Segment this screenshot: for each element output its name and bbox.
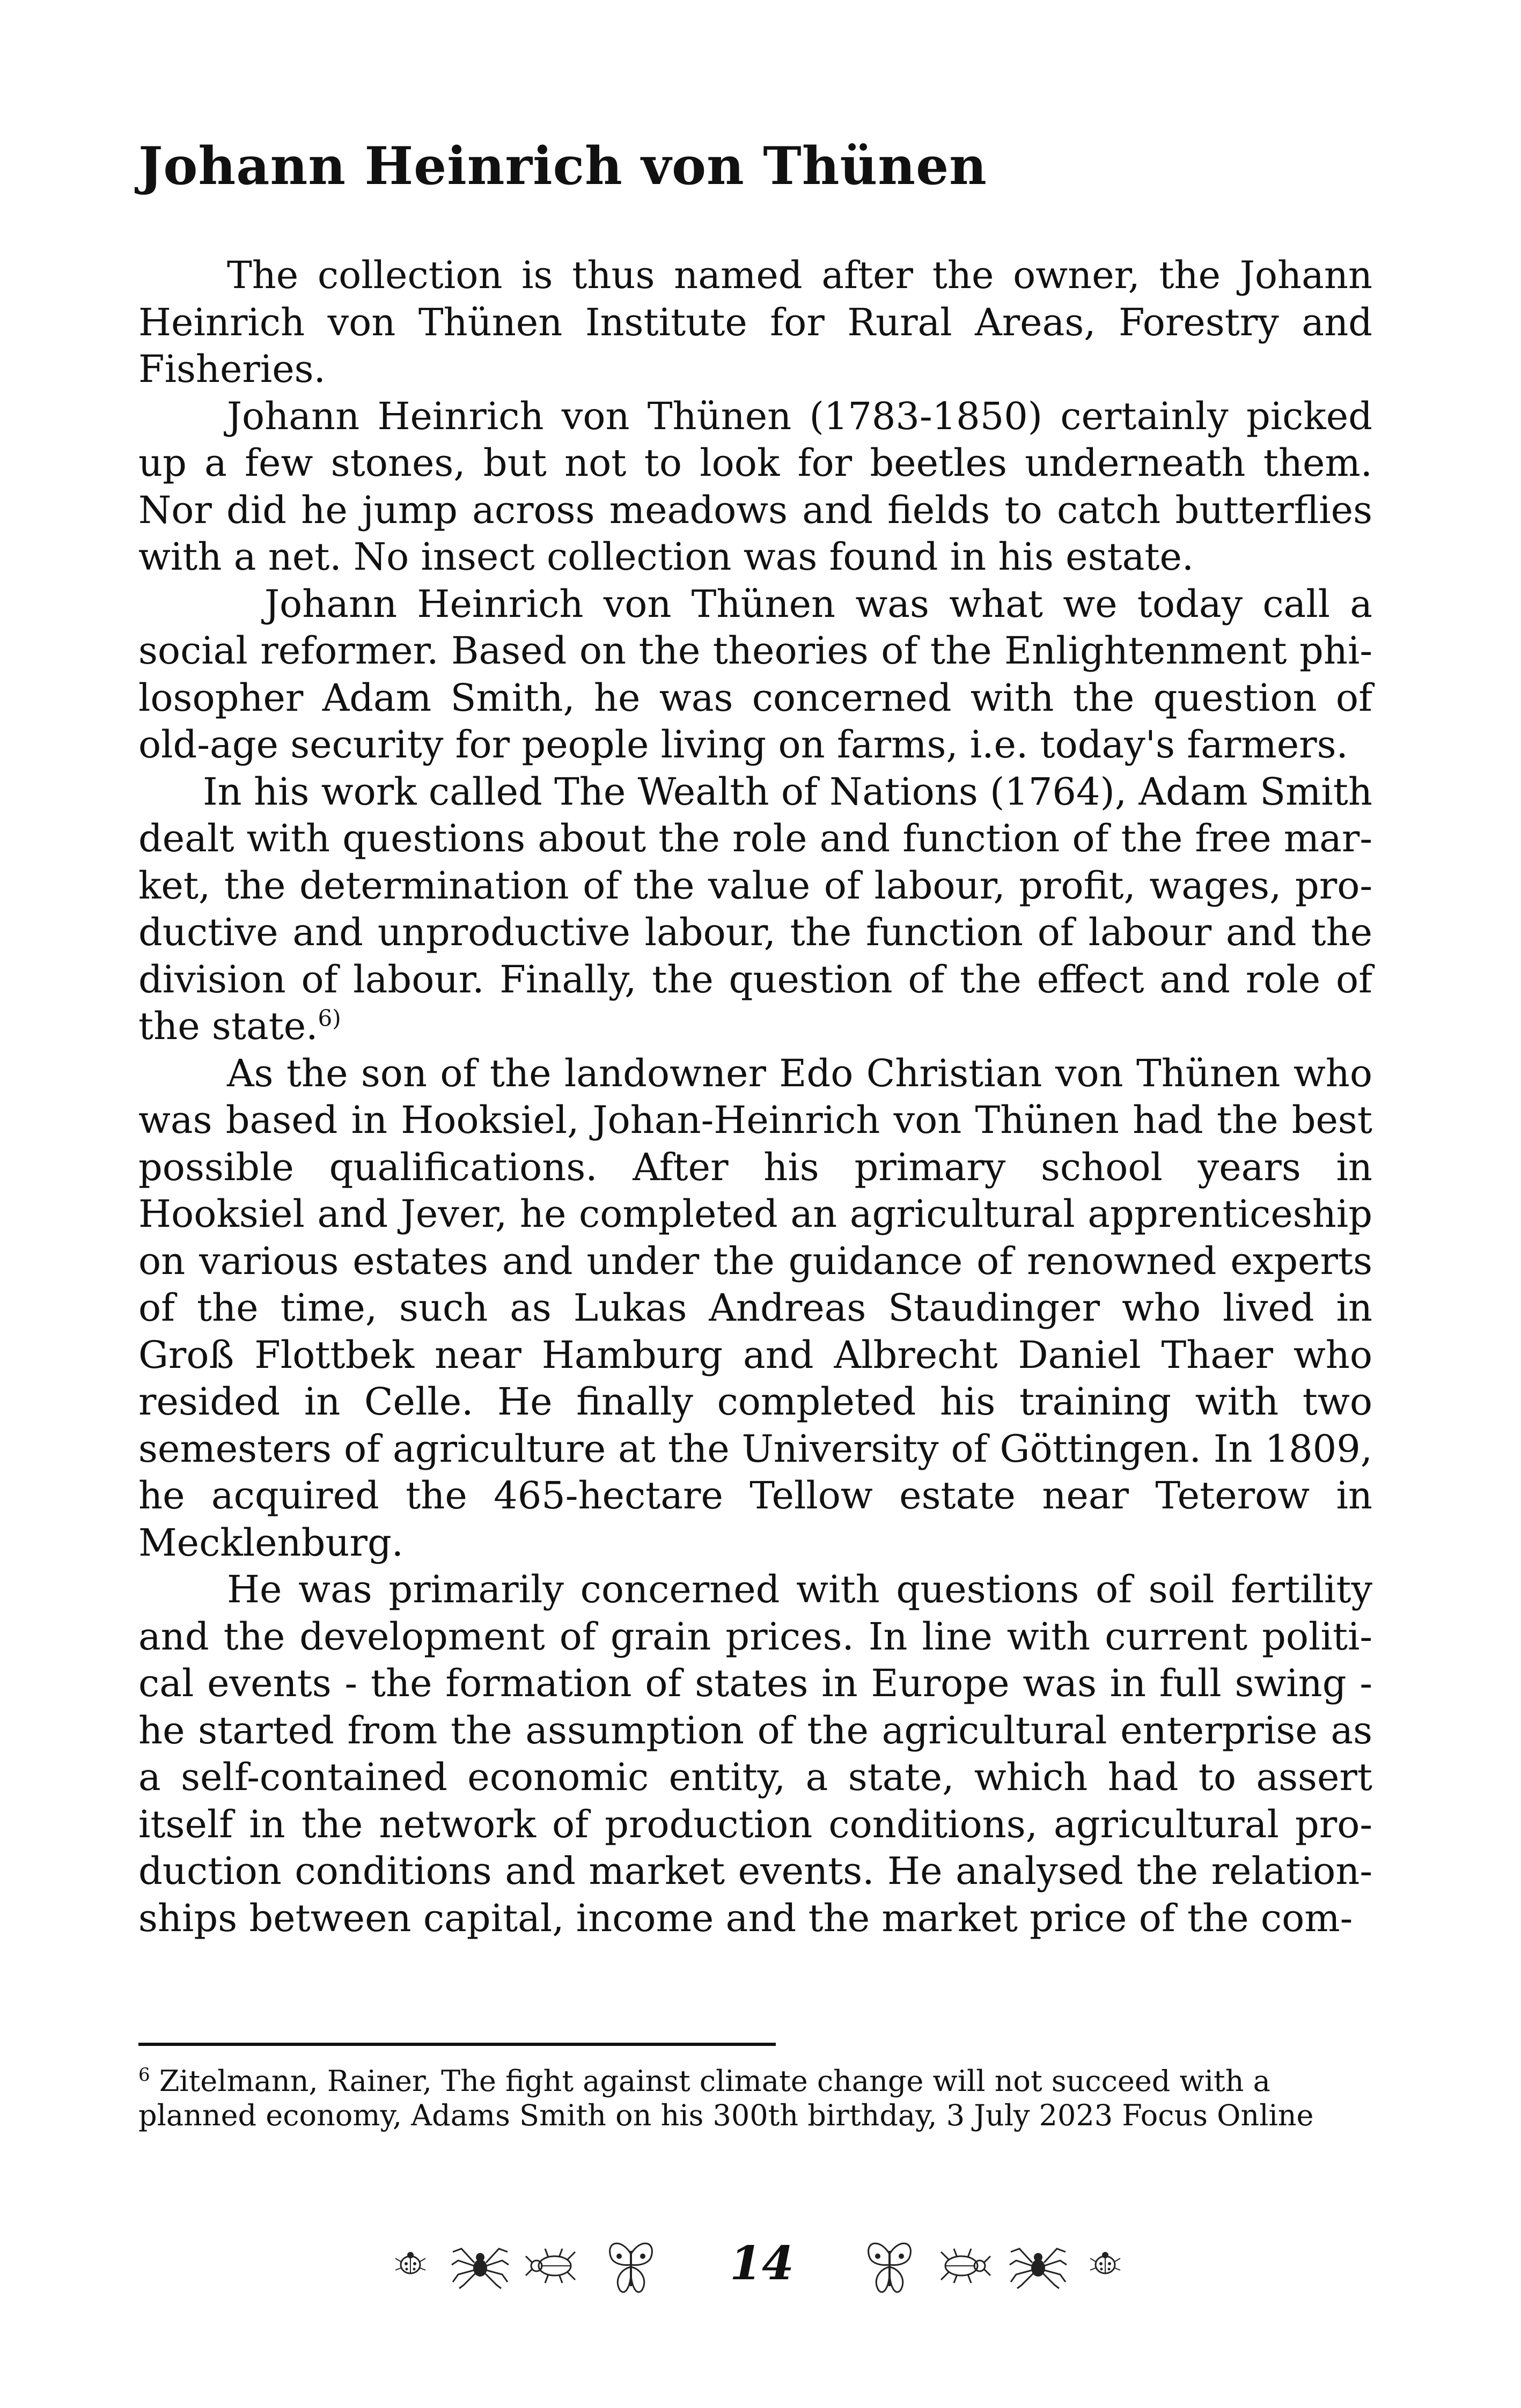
body-text [138,252,1372,1942]
spider-icon [451,2241,510,2289]
ladybug-icon [394,2249,427,2279]
footnote-number: 6 [138,2064,150,2086]
paragraph-6: He was primarily concerned with questions of soil fertility and the development of grain prices. In line with current political events - the formation of states in Europe was in full swing - he started from the assumption of the agricultural enterprise as a self-contained economic entity, a state, which had to assert itself in the network of production conditions, agricultural production conditions and market events. He analysed the relationships between capital, income and the market price of the com- [138,1567,1372,1940]
paragraph-4 [138,769,1372,1050]
paragraph-3: Johann Heinrich von Thünen was what we today call a social reformer. Based on the theories of the Enlightenment philosopher Adam Smith, he was concerned with the question of old-age security for people living on farms, i.e. today's farmers. [138,581,1372,767]
beetle-icon [938,2247,991,2285]
spider-icon [1009,2241,1068,2289]
butterfly-icon [864,2238,915,2297]
paragraph-5: As the son of the landowner Edo Christian von Thünen who was based in Hooksiel, Johan-Heinrich von Thünen had the best possible qualifications. After his primary school years in Hooksiel and Jever, he completed an agricultural apprenticeship on various estates and under the guidance of renowned experts of the time, such as Lukas Andreas Staudinger who lived in Groß Flottbek near Hamburg and Albrecht Daniel Thaer who resided in Celle. He finally completed his training with two semesters of agriculture at the University of Göttingen. In 1809, he acquired the 465-hectare Tellow estate near Teterow in Mecklenburg. [138,1051,1372,1565]
paragraph-4-text: In his work called The Wealth of Nations (1764), Adam Smith dealt with questions about the role and function of the free market, the determination of the value of labour, profit, wages, productive and unproductive labour, the function of labour and the division of labour. Finally, the question of the effect and role of the state. [138,769,1372,1048]
beetle-icon [525,2247,578,2285]
paragraph-2: Johann Heinrich von Thünen (1783-1850) certainly picked up a few stones, but not to look for beetles underneath them. Nor did he jump across meadows and fields to catch butterflies with a net. No insect collection was found in his estate. [138,394,1372,579]
footnote-reference[interactable]: 6) [318,1005,341,1032]
ladybug-icon [1089,2249,1121,2279]
page-content [138,134,1372,1942]
paragraph-1: The collection is thus named after the owner, the Johann Heinrich von Thünen Institute for Rural Areas, Forestry and Fisheries. [138,253,1372,391]
page-footer [0,2226,1521,2312]
footnote [138,2064,1372,2133]
footnote-text: Zitelmann, Rainer, The fight against climate change will not succeed with a planned economy, Adams Smith on his 300th birthday, 3 July 2023 Focus Online [138,2064,1314,2132]
page-title: Johann Heinrich von Thünen [138,136,987,196]
page-number: 14 [730,2236,794,2291]
butterfly-icon [605,2238,657,2297]
footnote-divider [138,2043,776,2046]
